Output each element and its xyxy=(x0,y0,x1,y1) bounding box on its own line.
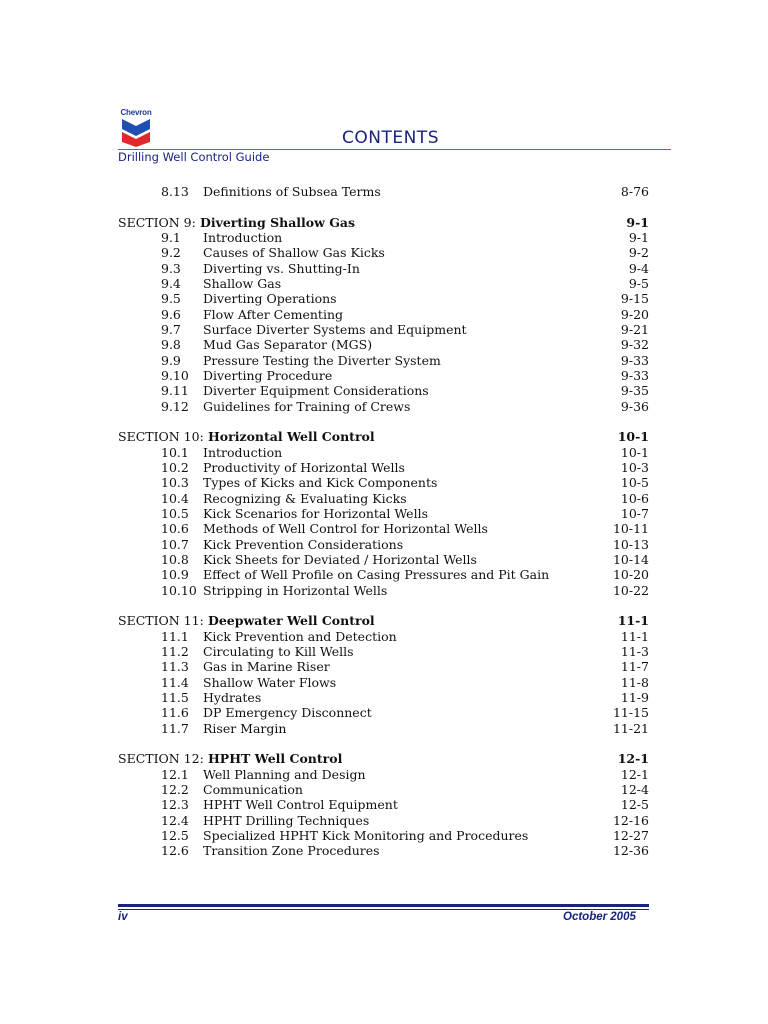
toc-entry-number: 12.3 xyxy=(161,797,189,813)
toc-entry xyxy=(118,828,649,843)
toc-entry-title: Diverting Operations xyxy=(203,291,337,307)
toc-entry-title: Surface Diverter Systems and Equipment xyxy=(203,321,467,337)
toc-entry xyxy=(118,506,649,521)
toc-entry-page: 12-36 xyxy=(612,843,649,859)
toc-entry-title: Mud Gas Separator (MGS) xyxy=(203,337,373,353)
toc-entry-number: 10.1 xyxy=(161,444,189,460)
toc-entry-page: 9-32 xyxy=(620,337,649,353)
toc-entry xyxy=(118,261,649,276)
toc-entry-title: Kick Prevention Considerations xyxy=(203,536,404,552)
toc-entry-title: Recognizing & Evaluating Kicks xyxy=(203,490,407,506)
toc-entry-number: 9.5 xyxy=(161,291,181,307)
toc-entry-title: Riser Margin xyxy=(203,720,287,736)
toc-entry xyxy=(118,567,649,582)
toc-entry-number: 11.2 xyxy=(161,643,189,659)
toc-entry-number: 11.3 xyxy=(161,659,189,675)
toc-entry xyxy=(118,491,649,506)
toc-entry-page: 12-27 xyxy=(612,827,649,843)
toc-entry-page: 11-8 xyxy=(620,674,649,690)
toc-entry-number: 8.13 xyxy=(161,184,189,199)
toc-entry-page: 9-33 xyxy=(620,352,649,368)
toc-section-heading xyxy=(118,613,649,628)
toc-entry-page: 11-15 xyxy=(612,705,649,721)
toc-entry-number: 9.8 xyxy=(161,337,181,353)
chevron-emblem-icon xyxy=(121,117,151,147)
toc-entry-page: 9-5 xyxy=(628,275,649,291)
toc-entry xyxy=(118,797,649,812)
section-title: HPHT Well Control xyxy=(208,751,343,767)
toc-entry xyxy=(118,460,649,475)
toc-entry-title: Pressure Testing the Diverter System xyxy=(203,352,441,368)
toc-entry-title: Flow After Cementing xyxy=(203,306,344,322)
toc-entry xyxy=(118,383,649,398)
toc-entry-number: 9.3 xyxy=(161,260,181,276)
toc-entry-page: 9-20 xyxy=(620,306,649,322)
toc-entry-page: 10-11 xyxy=(612,521,649,537)
toc-entry xyxy=(118,782,649,797)
footer-page-number: iv xyxy=(118,911,128,923)
toc-section-heading xyxy=(118,215,649,230)
section-page: 10-1 xyxy=(617,429,649,445)
toc-entry-number: 9.4 xyxy=(161,275,181,291)
toc-entry-page: 9-4 xyxy=(628,260,649,276)
toc-entry-page: 10-20 xyxy=(612,567,649,583)
toc-entry-number: 12.2 xyxy=(161,781,189,797)
toc-entry xyxy=(118,721,649,736)
toc-entry xyxy=(118,245,649,260)
toc-entry-title: Definitions of Subsea Terms xyxy=(203,184,381,199)
toc-entry-page: 10-7 xyxy=(620,505,649,521)
toc-entry-title: Diverting Procedure xyxy=(203,367,333,383)
toc-entry xyxy=(118,291,649,306)
section-prefix: SECTION 12: xyxy=(118,751,204,767)
toc-entry-page: 10-3 xyxy=(620,459,649,475)
page-title: CONTENTS xyxy=(342,128,439,148)
chevron-logo xyxy=(118,108,154,148)
toc-entry-title: Diverter Equipment Considerations xyxy=(203,383,429,399)
toc-entry-number: 10.3 xyxy=(161,475,189,491)
toc-entry xyxy=(118,659,649,674)
toc-entry xyxy=(118,445,649,460)
toc-entry-page: 11-1 xyxy=(620,628,649,644)
toc-entry-title: Diverting vs. Shutting-In xyxy=(203,260,360,276)
toc-entry-number: 12.5 xyxy=(161,827,189,843)
toc-entry-title: Productivity of Horizontal Wells xyxy=(203,459,405,475)
toc-entry-page: 11-7 xyxy=(620,659,649,675)
toc-entry-number: 10.9 xyxy=(161,567,189,583)
toc-entry-title: HPHT Well Control Equipment xyxy=(203,797,398,813)
toc-entry-number: 12.1 xyxy=(161,766,189,782)
toc-entry xyxy=(118,705,649,720)
toc-entry-page: 10-14 xyxy=(612,551,649,567)
toc-entry-title: Shallow Gas xyxy=(203,275,282,291)
footer-divider-thin xyxy=(118,909,649,910)
section-title: Horizontal Well Control xyxy=(208,429,375,445)
toc-entry-title: Causes of Shallow Gas Kicks xyxy=(203,245,385,261)
toc-entry-title: Well Planning and Design xyxy=(203,766,366,782)
toc-entry-page: 12-5 xyxy=(620,797,649,813)
toc-entry-number: 9.11 xyxy=(161,383,189,399)
toc-entry xyxy=(118,322,649,337)
toc-entry-title: Guidelines for Training of Crews xyxy=(203,398,411,414)
toc-section-heading xyxy=(118,751,649,766)
toc-entry-page: 9-15 xyxy=(620,291,649,307)
toc-entry-number: 12.4 xyxy=(161,812,189,828)
toc-entry-number: 9.1 xyxy=(161,229,181,245)
toc-entry-page: 12-1 xyxy=(620,766,649,782)
toc-entry-title: Effect of Well Profile on Casing Pressures and Pit Gain xyxy=(203,567,550,583)
section-title: Diverting Shallow Gas xyxy=(200,214,356,230)
toc-entry-page: 9-36 xyxy=(620,398,649,414)
toc-entry-number: 10.2 xyxy=(161,459,189,475)
toc-entry-number: 10.4 xyxy=(161,490,189,506)
toc-entry-title: Shallow Water Flows xyxy=(203,674,337,690)
toc-entry-number: 10.10 xyxy=(161,582,197,598)
toc-entry xyxy=(118,843,649,858)
toc-entry-title: Methods of Well Control for Horizontal Wells xyxy=(203,521,488,537)
toc-entry-page: 11-3 xyxy=(620,643,649,659)
toc-entry-page: 10-6 xyxy=(620,490,649,506)
toc-entry xyxy=(118,353,649,368)
toc-entry xyxy=(118,813,649,828)
toc-entry xyxy=(118,475,649,490)
toc-entry-number: 11.7 xyxy=(161,720,189,736)
toc-entry xyxy=(118,184,649,199)
toc-entry-title: Kick Scenarios for Horizontal Wells xyxy=(203,505,428,521)
footer-divider xyxy=(118,904,649,907)
toc-entry-title: Communication xyxy=(203,781,303,797)
toc-entry-number: 9.10 xyxy=(161,367,189,383)
toc-entry-page: 12-4 xyxy=(620,781,649,797)
toc-entry-number: 10.5 xyxy=(161,505,189,521)
toc-entry-page: 11-9 xyxy=(620,689,649,705)
toc-entry xyxy=(118,307,649,322)
toc-entry-number: 10.6 xyxy=(161,521,189,537)
toc-entry-number: 9.12 xyxy=(161,398,189,414)
toc-entry xyxy=(118,675,649,690)
toc-entry-title: Types of Kicks and Kick Components xyxy=(203,475,438,491)
toc-entry-page: 9-35 xyxy=(620,383,649,399)
toc-entry-title: Specialized HPHT Kick Monitoring and Procedures xyxy=(203,827,529,843)
toc-entry-title: Hydrates xyxy=(203,689,262,705)
toc-entry-page: 10-5 xyxy=(620,475,649,491)
toc-entry xyxy=(118,337,649,352)
toc-entry-number: 10.8 xyxy=(161,551,189,567)
section-page: 12-1 xyxy=(617,751,649,767)
toc-entry xyxy=(118,552,649,567)
toc-entry-number: 9.6 xyxy=(161,306,181,322)
toc-entry-title: Kick Prevention and Detection xyxy=(203,628,397,644)
toc-entry-title: Circulating to Kill Wells xyxy=(203,643,354,659)
document-subtitle: Drilling Well Control Guide xyxy=(118,150,270,164)
toc-entry xyxy=(118,521,649,536)
toc-entry xyxy=(118,230,649,245)
section-page: 9-1 xyxy=(626,214,649,230)
toc-entry xyxy=(118,767,649,782)
toc-entry xyxy=(118,537,649,552)
toc-entry-page: 9-2 xyxy=(628,245,649,261)
toc-entry xyxy=(118,629,649,644)
toc-entry xyxy=(118,399,649,414)
footer-date: October 2005 xyxy=(563,911,636,923)
toc-entry xyxy=(118,276,649,291)
toc-entry-number: 9.2 xyxy=(161,245,181,261)
toc-entry xyxy=(118,583,649,598)
toc-entry-number: 11.1 xyxy=(161,628,189,644)
toc-entry xyxy=(118,644,649,659)
toc-entry-number: 12.6 xyxy=(161,843,189,859)
toc-entry xyxy=(118,368,649,383)
section-page: 11-1 xyxy=(617,613,649,629)
toc-entry xyxy=(118,690,649,705)
toc-entry-page: 8-76 xyxy=(620,184,649,199)
toc-entry-page: 11-21 xyxy=(612,720,649,736)
section-prefix: SECTION 11: xyxy=(118,613,204,629)
toc-entry-number: 9.9 xyxy=(161,352,181,368)
toc-entry-page: 9-21 xyxy=(620,321,649,337)
toc-entry-title: Transition Zone Procedures xyxy=(203,843,380,859)
toc-entry-title: Introduction xyxy=(203,444,283,460)
toc-entry-number: 9.7 xyxy=(161,321,181,337)
toc-entry-title: HPHT Drilling Techniques xyxy=(203,812,370,828)
logo-wordmark: Chevron xyxy=(120,108,152,117)
toc-entry-page: 9-1 xyxy=(628,229,649,245)
toc-entry-number: 11.6 xyxy=(161,705,189,721)
toc-entry-title: DP Emergency Disconnect xyxy=(203,705,372,721)
toc-entry-title: Kick Sheets for Deviated / Horizontal Wells xyxy=(203,551,477,567)
toc-entry-title: Gas in Marine Riser xyxy=(203,659,330,675)
toc-entry-page: 9-33 xyxy=(620,367,649,383)
section-prefix: SECTION 9: xyxy=(118,214,196,230)
toc-entry-title: Introduction xyxy=(203,229,283,245)
section-title: Deepwater Well Control xyxy=(208,613,375,629)
toc-entry-page: 12-16 xyxy=(612,812,649,828)
toc-entry-title: Stripping in Horizontal Wells xyxy=(203,582,388,598)
toc-entry-number: 10.7 xyxy=(161,536,189,552)
toc-entry-number: 11.5 xyxy=(161,689,189,705)
toc-section-heading xyxy=(118,429,649,444)
toc-entry-page: 10-1 xyxy=(620,444,649,460)
toc-entry-page: 10-13 xyxy=(612,536,649,552)
toc-entry-page: 10-22 xyxy=(612,582,649,598)
section-prefix: SECTION 10: xyxy=(118,429,204,445)
toc-entry-number: 11.4 xyxy=(161,674,189,690)
